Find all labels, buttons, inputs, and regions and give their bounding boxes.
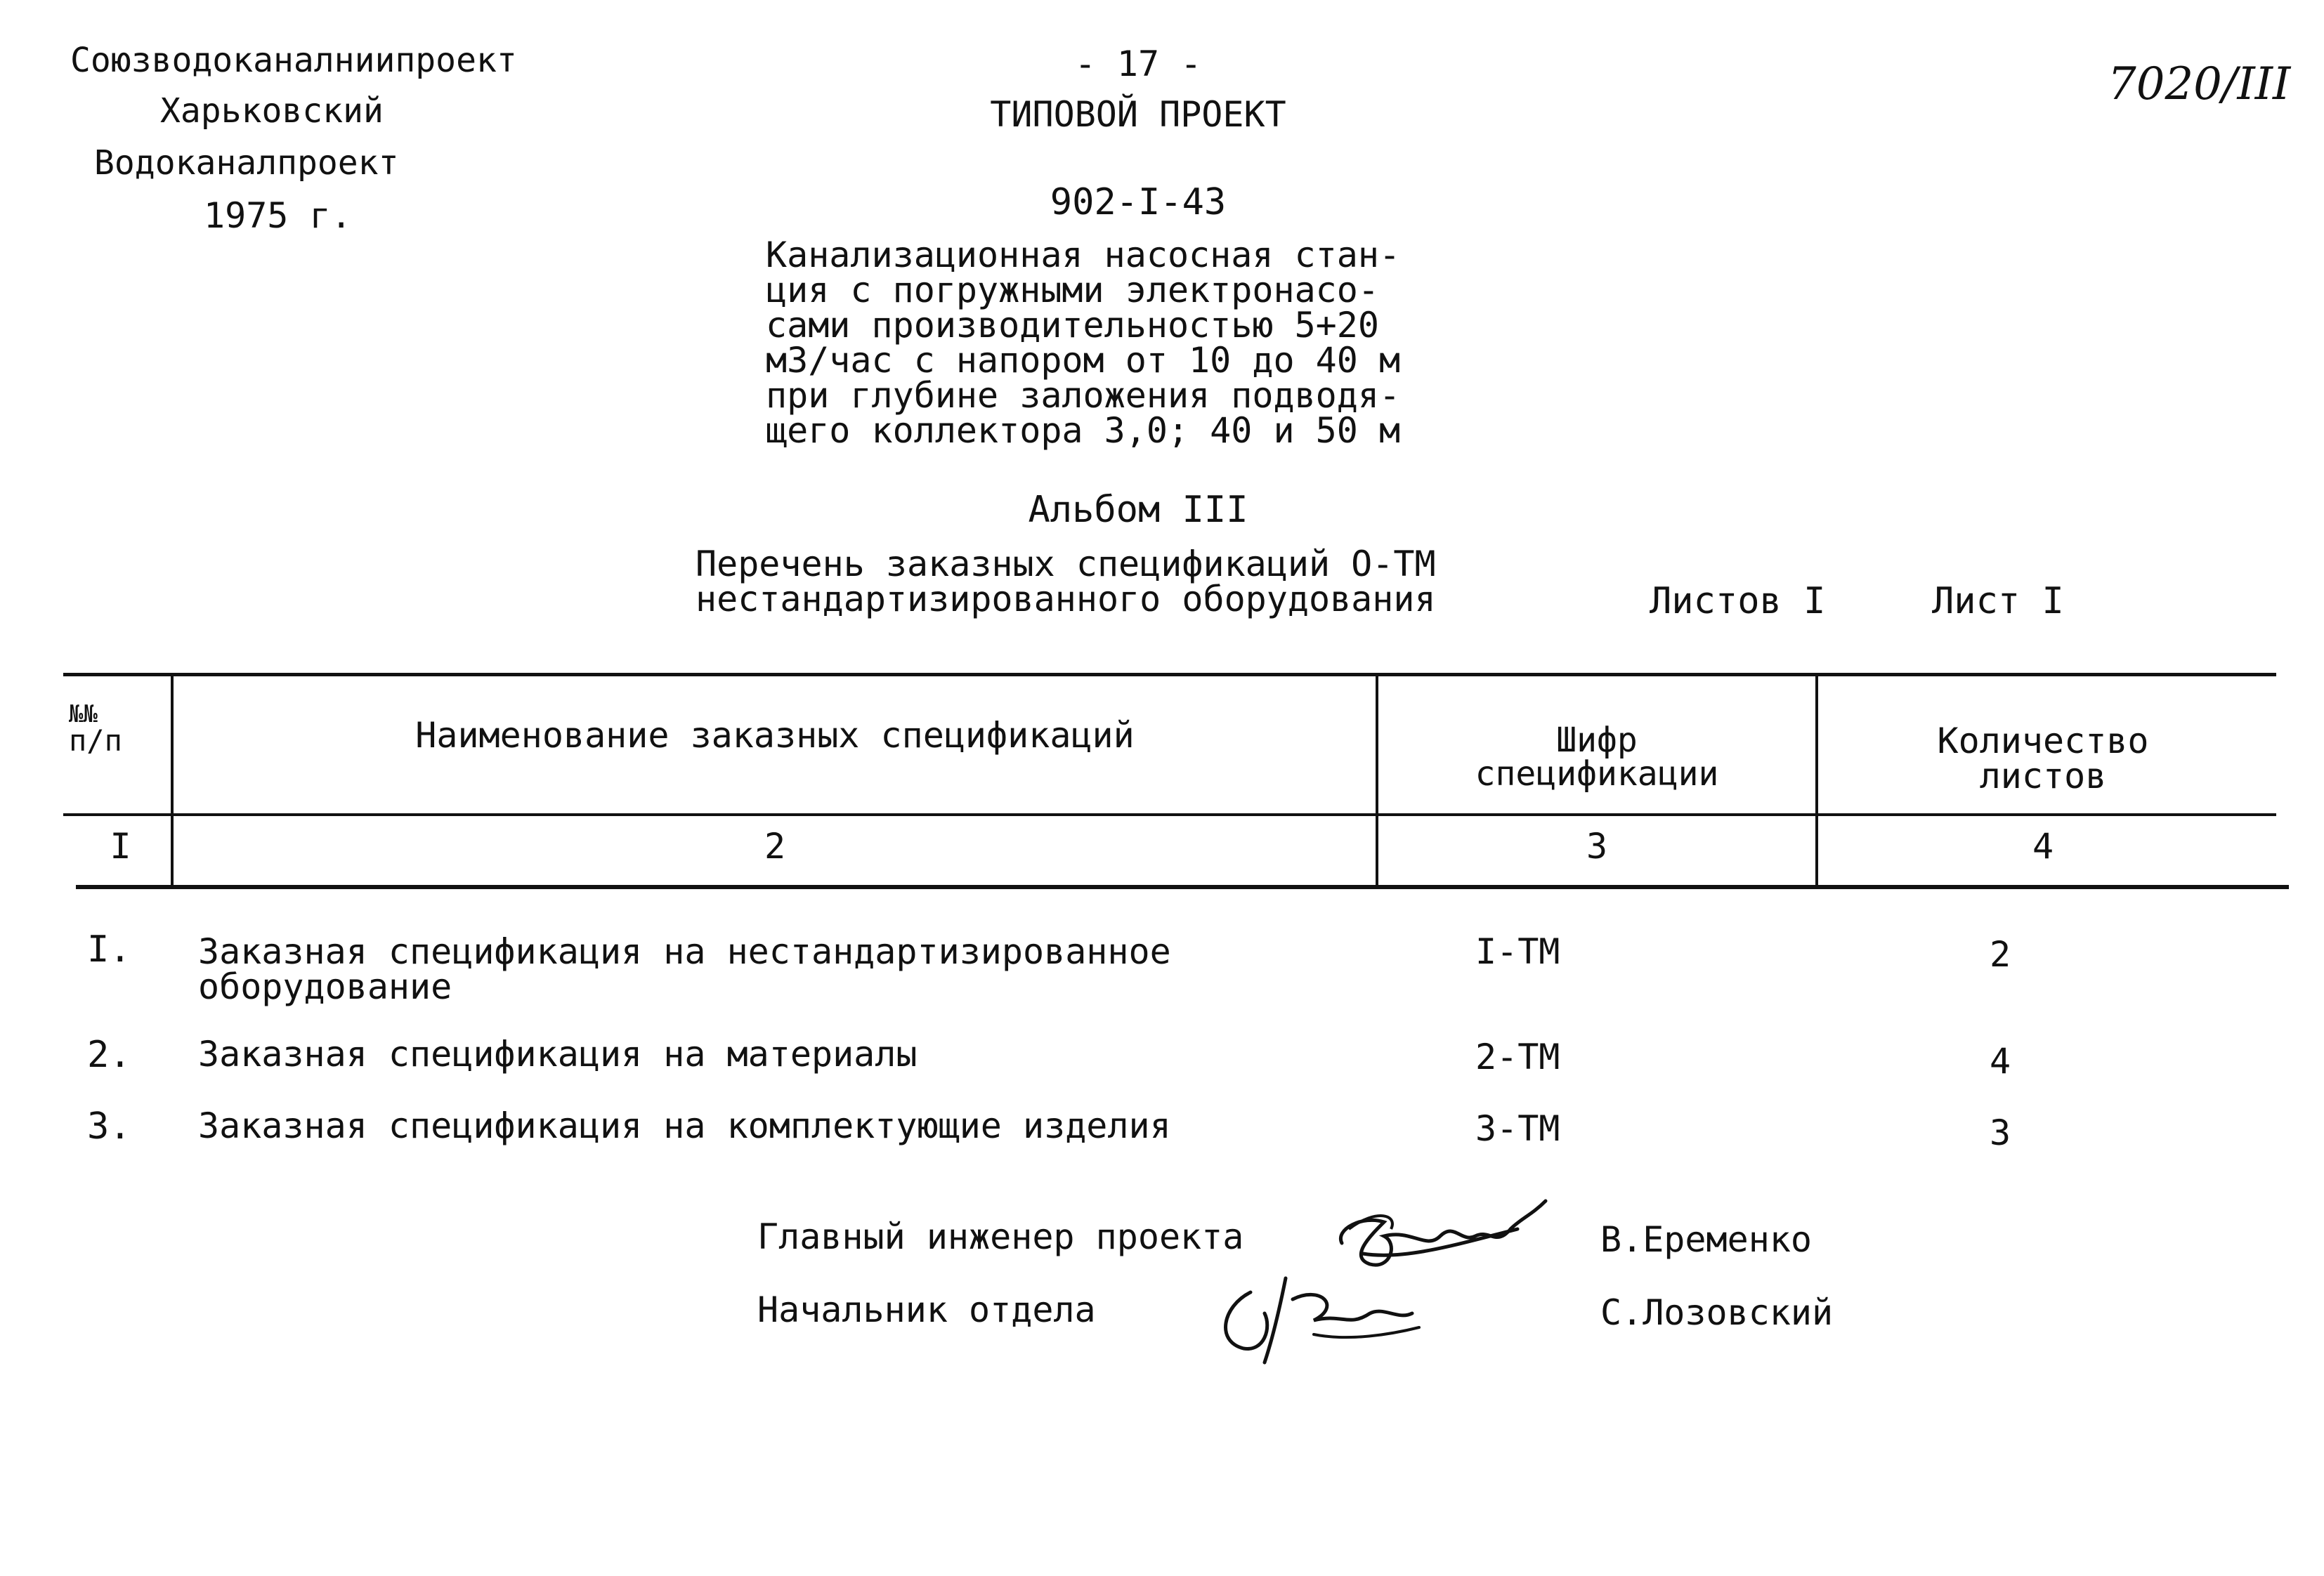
inventory-code: 7020/III xyxy=(2108,58,2291,110)
header-bottom-rule xyxy=(63,813,2276,816)
project-code: 902-I-43 xyxy=(1050,181,1227,223)
row-count: 3 xyxy=(1990,1112,2011,1153)
header-count-line-1: Количество xyxy=(1937,721,2149,761)
handwritten-signature-icon xyxy=(1208,1264,1461,1370)
page-number: - 17 - xyxy=(1074,44,1202,84)
sheets-total: Листов I xyxy=(1650,580,1826,622)
row-name-line: Заказная спецификация на комплектующие изделия xyxy=(198,1105,1171,1146)
row-code: 3-ТМ xyxy=(1475,1108,1560,1149)
description-line: м3/час с напором от 10 до 40 м xyxy=(766,340,1401,381)
album-title: Альбом III xyxy=(1028,489,1248,531)
header-code-line-1: Шифр xyxy=(1556,721,1638,760)
row-name xyxy=(198,931,1171,1007)
org-line-1: Союзводоканалниипроект xyxy=(70,41,517,80)
org-line-3: Водоканалпроект xyxy=(94,143,399,183)
header-num-line-2: п/п xyxy=(69,723,122,758)
row-name-line: Заказная спецификация на материалы xyxy=(198,1034,918,1075)
header-code xyxy=(1378,721,1815,794)
description-line: при глубине заложения подводя- xyxy=(766,375,1401,416)
list-title-line: Перечень заказных спецификаций О-ТМ xyxy=(696,544,1436,584)
description-line: сами производительностью 5+20 xyxy=(766,305,1379,346)
description-line: щего коллектора 3,0; 40 и 50 м xyxy=(766,410,1401,451)
doc-type: ТИПОВОЙ ПРОЕКТ xyxy=(990,94,1286,135)
signature-name: В.Еременко xyxy=(1600,1219,1813,1260)
description-line: Канализационная насосная стан- xyxy=(766,235,1401,275)
header-num-line-1: №№ xyxy=(69,700,98,728)
column-number: 4 xyxy=(2032,826,2054,867)
column-number: 3 xyxy=(1586,826,1608,867)
project-description xyxy=(766,235,1401,451)
signature-name: С.Лозовский xyxy=(1600,1292,1834,1333)
header-num xyxy=(69,702,122,756)
sheet-number: Лист I xyxy=(1932,580,2064,622)
header-code-line-2: спецификации xyxy=(1475,754,1719,794)
row-count: 2 xyxy=(1990,934,2011,975)
org-line-2: Харьковский xyxy=(160,91,384,131)
header-name: Наименование заказных спецификаций xyxy=(415,715,1135,756)
signature-role: Начальник отдела xyxy=(757,1289,1096,1330)
table-top-rule xyxy=(63,673,2276,676)
column-number: 2 xyxy=(764,826,786,867)
column-number: I xyxy=(110,826,131,867)
row-name xyxy=(198,1105,1171,1146)
row-name-line: оборудование xyxy=(198,966,452,1007)
row-count: 4 xyxy=(1990,1041,2011,1082)
row-num: 2. xyxy=(87,1034,131,1076)
signature-role: Главный инженер проекта xyxy=(757,1216,1244,1257)
description-line: ция с погружными электронасо- xyxy=(766,270,1379,310)
org-year: 1975 г. xyxy=(204,195,352,236)
header-count xyxy=(1818,723,2268,794)
row-name xyxy=(198,1034,918,1075)
row-num: I. xyxy=(87,928,131,971)
row-code: 2-ТМ xyxy=(1475,1037,1560,1077)
list-title xyxy=(696,546,1436,617)
column-number-rule xyxy=(76,885,2289,889)
row-name-line: Заказная спецификация на нестандартизированное xyxy=(198,931,1171,972)
list-title-line: нестандартизированного оборудования xyxy=(696,579,1436,619)
row-code: I-ТМ xyxy=(1475,931,1560,972)
col-divider-1 xyxy=(171,676,174,888)
header-count-line-2: листов xyxy=(1979,756,2107,796)
row-num: 3. xyxy=(87,1105,131,1148)
